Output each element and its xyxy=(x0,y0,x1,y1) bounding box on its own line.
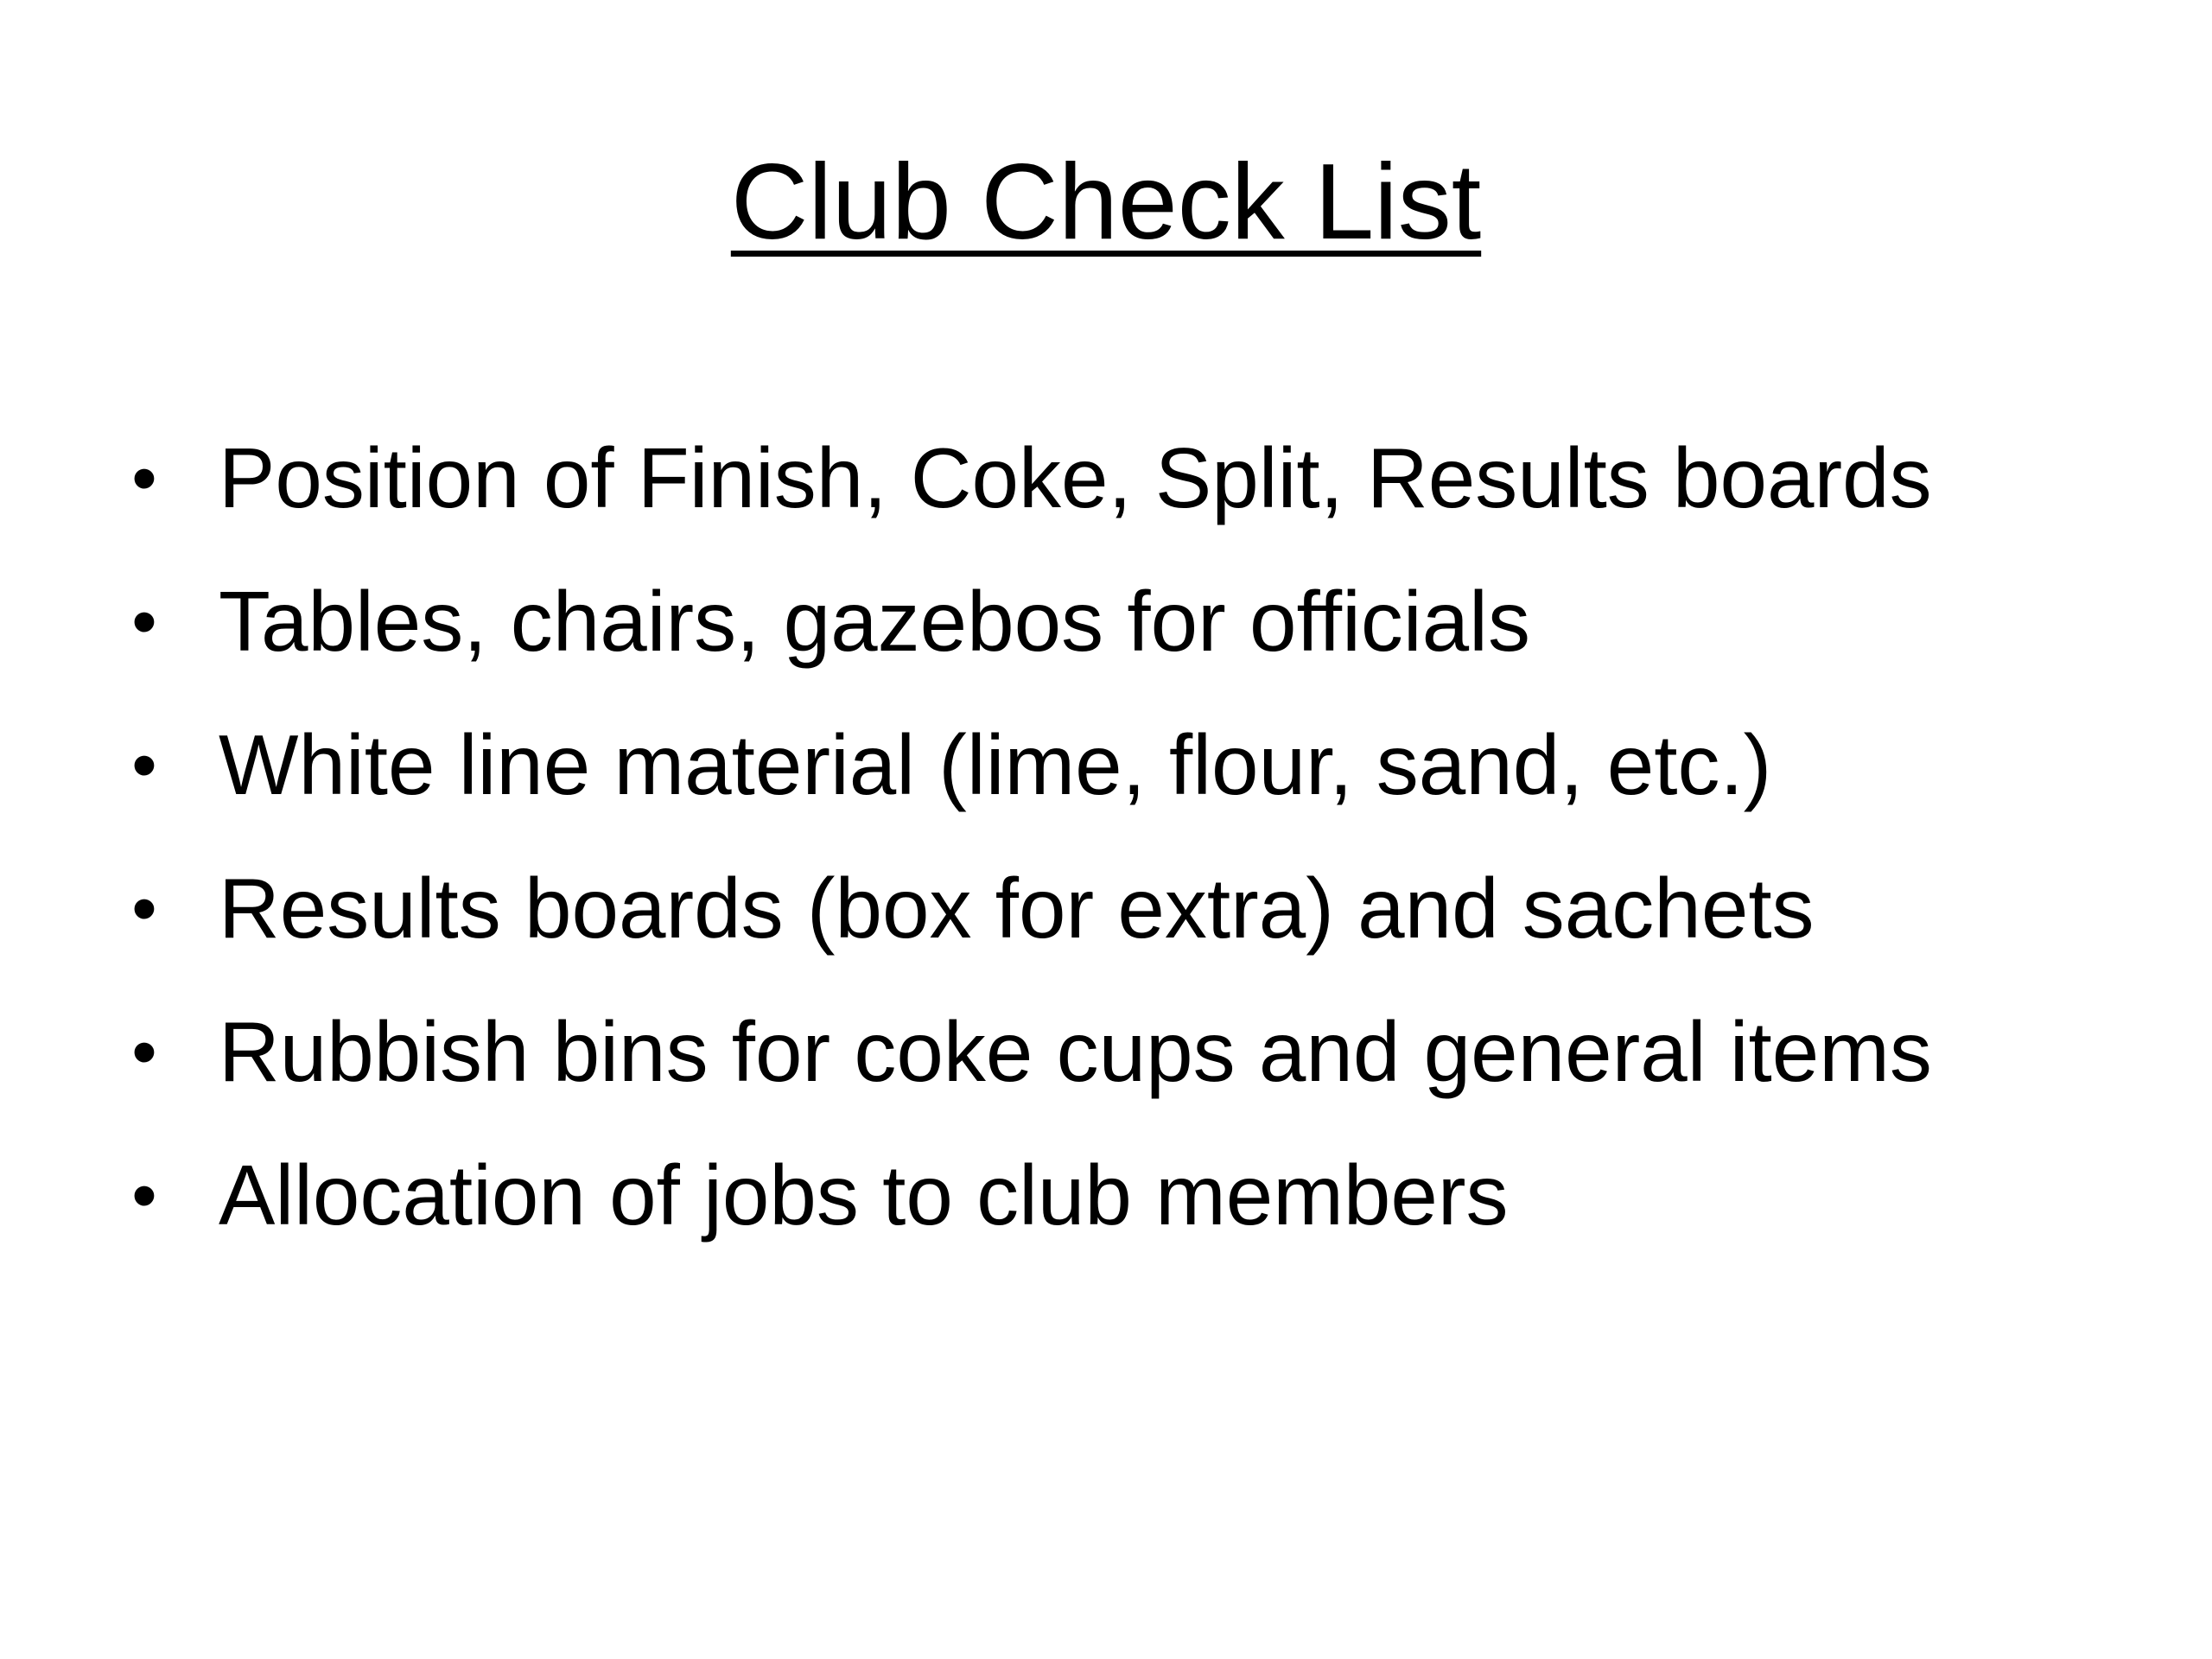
list-item xyxy=(0,1123,2212,1267)
bullet-list xyxy=(0,406,2212,1267)
list-item-text: White line material (lime, flour, sand, etc.) xyxy=(219,717,1772,812)
list-item-text: Tables, chairs, gazebos for officials xyxy=(219,574,1530,669)
list-item-text: Results boards (box for extra) and sachets xyxy=(219,861,1815,956)
list-item xyxy=(0,550,2212,693)
list-item-text: Position of Finish, Coke, Split, Results boards xyxy=(219,430,1932,525)
bullet-icon: • xyxy=(131,581,157,662)
slide-title-text: Club Check List xyxy=(730,143,1482,262)
list-item xyxy=(0,980,2212,1123)
bullet-icon: • xyxy=(131,868,157,949)
list-item xyxy=(0,693,2212,836)
list-item xyxy=(0,836,2212,980)
bullet-icon: • xyxy=(131,1011,157,1092)
bullet-icon: • xyxy=(131,1154,157,1236)
list-item-text: Allocation of jobs to club members xyxy=(219,1147,1509,1243)
slide-title xyxy=(0,138,2212,267)
list-item-text: Rubbish bins for coke cups and general items xyxy=(219,1004,1932,1099)
bullet-icon: • xyxy=(131,724,157,805)
bullet-icon: • xyxy=(131,437,157,518)
list-item xyxy=(0,406,2212,550)
